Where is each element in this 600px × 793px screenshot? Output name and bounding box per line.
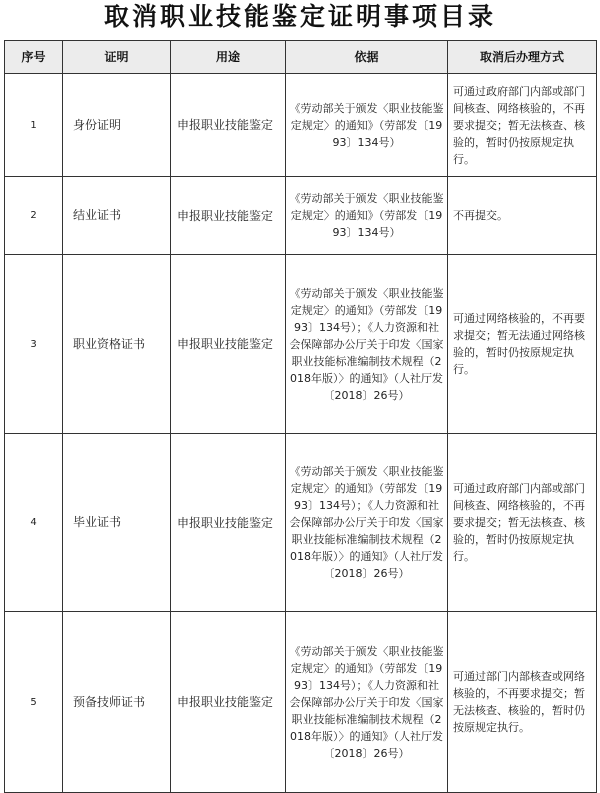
header-row: [5, 41, 597, 74]
row-number: 1: [5, 74, 63, 177]
table-row: [5, 434, 597, 612]
certificate-use: 申报职业技能鉴定: [171, 177, 286, 255]
row-number: 4: [5, 434, 63, 612]
certificate-name: 职业资格证书: [63, 255, 171, 434]
row-number: 3: [5, 255, 63, 434]
document-title: 取消职业技能鉴定证明事项目录: [103, 2, 496, 31]
handling-method: 可通过政府部门内部或部门间核查、网络核验的，不再要求提交；暂无法核查、核验的，暂时仍按原规定执行。: [448, 74, 597, 177]
certificate-name: 预备技师证书: [63, 612, 171, 793]
table-body: [5, 74, 597, 793]
header-basis: 依据: [286, 41, 448, 74]
certificate-use: 申报职业技能鉴定: [171, 74, 286, 177]
certificate-name: 身份证明: [63, 74, 171, 177]
certificate-name: 结业证书: [63, 177, 171, 255]
legal-basis: 《劳动部关于颁发〈职业技能鉴定规定〉的通知》（劳部发〔1993〕134号）；《人力资源和社会保障部办公厅关于印发〈国家职业技能标准编制技术规程（2018年版）〉的通知》（人社厅发〔2018〕26号）: [286, 434, 448, 612]
table-row: [5, 74, 597, 177]
header-certificate: 证明: [63, 41, 171, 74]
handling-method: 可通过部门内部核查或网络核验的，不再要求提交；暂无法核查、核验的，暂时仍按原规定执行。: [448, 612, 597, 793]
table-row: [5, 255, 597, 434]
header-use: 用途: [171, 41, 286, 74]
certificate-use: 申报职业技能鉴定: [171, 255, 286, 434]
header-no: 序号: [5, 41, 63, 74]
legal-basis: 《劳动部关于颁发〈职业技能鉴定规定〉的通知》（劳部发〔1993〕134号）；《人力资源和社会保障部办公厅关于印发〈国家职业技能标准编制技术规程（2018年版）〉的通知》（人社厅发〔2018〕26号）: [286, 612, 448, 793]
certificate-use: 申报职业技能鉴定: [171, 434, 286, 612]
certificate-name: 毕业证书: [63, 434, 171, 612]
certificate-table: [4, 40, 597, 793]
handling-method: 可通过政府部门内部或部门间核查、网络核验的，不再要求提交；暂无法核查、核验的，暂时仍按原规定执行。: [448, 434, 597, 612]
row-number: 2: [5, 177, 63, 255]
table-row: [5, 612, 597, 793]
legal-basis: 《劳动部关于颁发〈职业技能鉴定规定〉的通知》（劳部发〔1993〕134号）: [286, 177, 448, 255]
legal-basis: 《劳动部关于颁发〈职业技能鉴定规定〉的通知》（劳部发〔1993〕134号）；《人力资源和社会保障部办公厅关于印发〈国家职业技能标准编制技术规程（2018年版）〉的通知》（人社厅发〔2018〕26号）: [286, 255, 448, 434]
handling-method: 不再提交。: [448, 177, 597, 255]
header-method: 取消后办理方式: [448, 41, 597, 74]
table-row: [5, 177, 597, 255]
certificate-use: 申报职业技能鉴定: [171, 612, 286, 793]
table-header: [5, 41, 597, 74]
row-number: 5: [5, 612, 63, 793]
handling-method: 可通过网络核验的，不再要求提交；暂无法通过网络核验的，暂时仍按原规定执行。: [448, 255, 597, 434]
legal-basis: 《劳动部关于颁发〈职业技能鉴定规定〉的通知》（劳部发〔1993〕134号）: [286, 74, 448, 177]
